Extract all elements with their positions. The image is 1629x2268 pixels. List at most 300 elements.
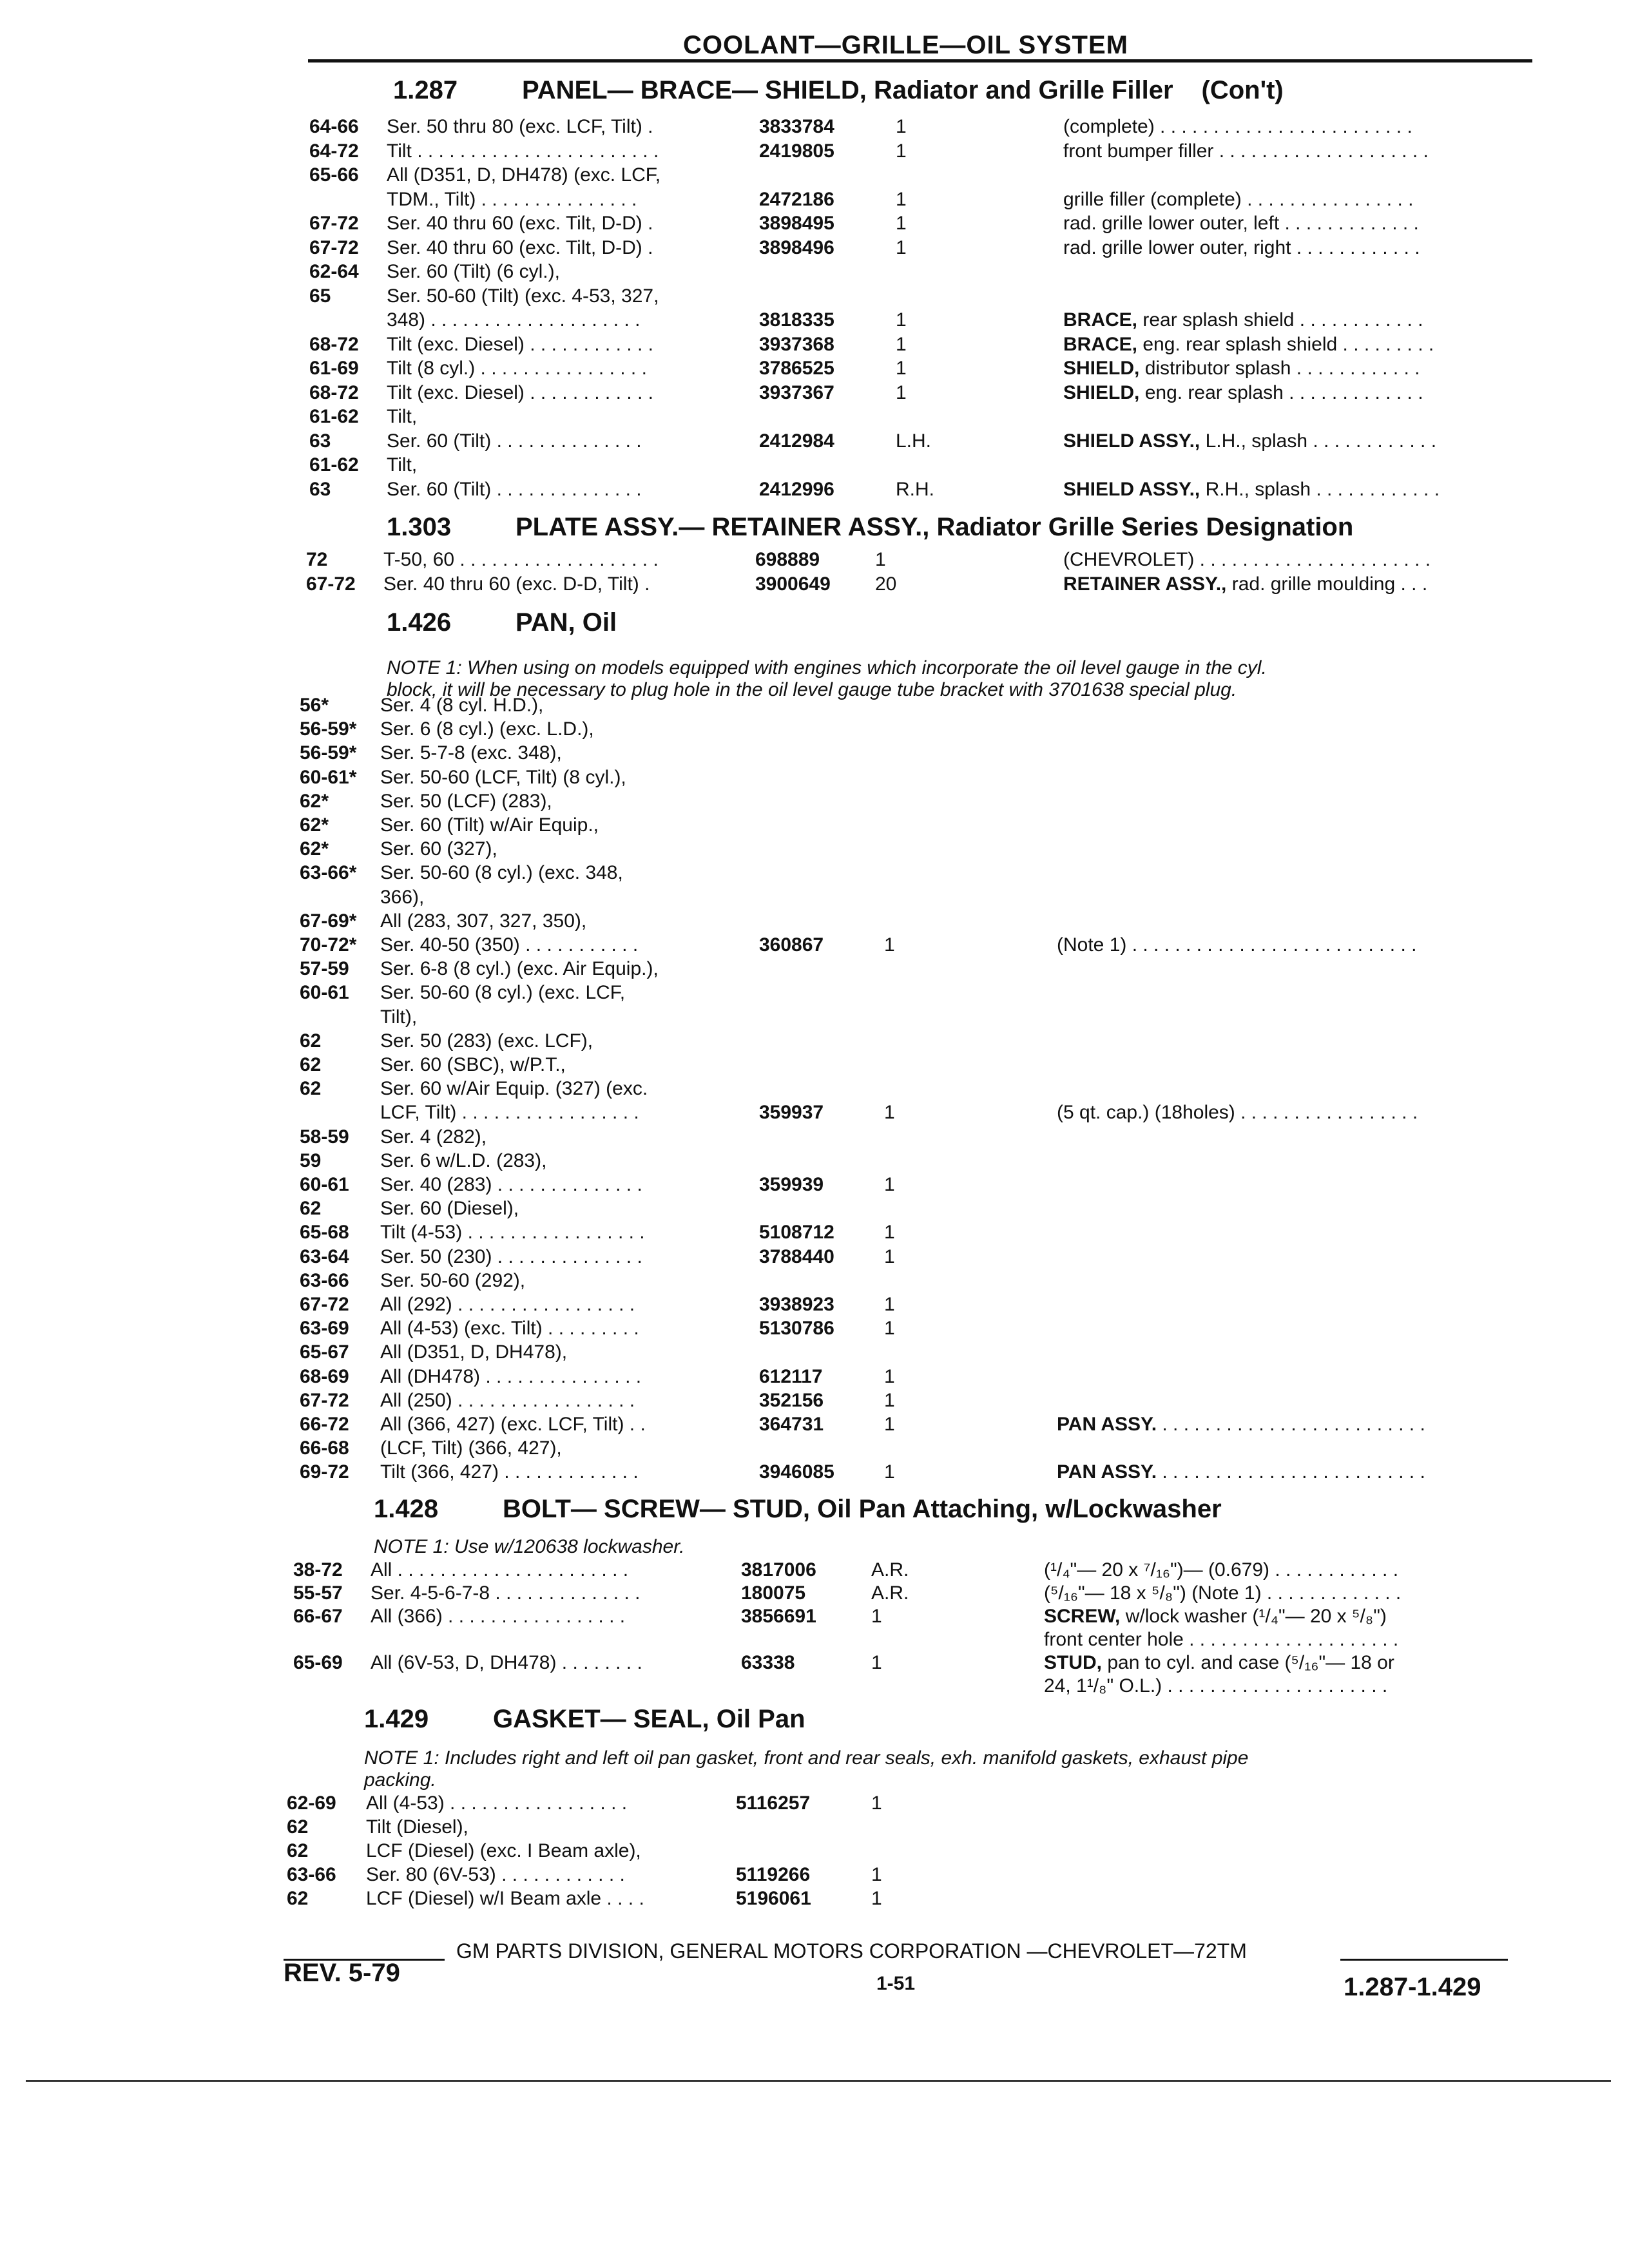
model-years: 67-72 xyxy=(309,236,359,258)
model-years: 67-72 xyxy=(306,573,356,595)
part-description: RETAINER ASSY., rad. grille moulding . . . xyxy=(1063,573,1428,595)
quantity: 1 xyxy=(884,1294,895,1315)
section-title: PLATE ASSY.— RETAINER ASSY., Radiator Grille Series Designation xyxy=(516,513,1354,541)
catalog-row xyxy=(0,285,1629,309)
section-number: 1.303 xyxy=(387,513,452,541)
model-years: 56-59* xyxy=(300,718,357,740)
part-description: (Note 1) . . . . . . . . . . . . . . . . . . . . . . . . . . . xyxy=(1057,934,1417,956)
model-years: 64-72 xyxy=(309,140,359,162)
model-years: 62 xyxy=(287,1816,309,1838)
model-application: Tilt (4-53) . . . . . . . . . . . . . . . . . xyxy=(380,1222,645,1244)
part-description: grille filler (complete) . . . . . . . . . . . . . . . . xyxy=(1063,188,1414,210)
model-application: Ser. 40 (283) . . . . . . . . . . . . . . xyxy=(380,1174,642,1195)
section-title-suffix: (Con't) xyxy=(1201,76,1284,104)
model-application: LCF (Diesel) (exc. I Beam axle), xyxy=(366,1840,641,1861)
model-application: Ser. 6 w/L.D. (283), xyxy=(380,1149,547,1171)
quantity: 1 xyxy=(896,358,907,379)
catalog-row xyxy=(0,814,1629,838)
model-application: Ser. 50 (283) (exc. LCF), xyxy=(380,1030,593,1052)
section-number: 1.429 xyxy=(364,1705,429,1733)
section-heading xyxy=(387,513,1353,542)
catalog-row xyxy=(0,1150,1629,1173)
quantity: 20 xyxy=(875,573,897,595)
model-years: 56* xyxy=(300,695,329,716)
catalog-row xyxy=(0,1222,1629,1245)
model-application: All (6V-53, D, DH478) . . . . . . . . xyxy=(371,1652,642,1673)
model-application: Tilt (exc. Diesel) . . . . . . . . . . . . xyxy=(387,381,653,403)
quantity: L.H. xyxy=(896,430,932,452)
catalog-row xyxy=(0,549,1629,572)
quantity: 1 xyxy=(896,213,907,234)
model-application: Ser. 4 (282), xyxy=(380,1126,487,1148)
quantity: 1 xyxy=(875,549,886,570)
part-number: 2472186 xyxy=(759,188,834,210)
model-years: 62-64 xyxy=(309,261,359,282)
model-years: 62 xyxy=(287,1888,309,1909)
catalog-row xyxy=(0,838,1629,861)
catalog-row xyxy=(0,1864,1629,1887)
part-number: 2419805 xyxy=(759,140,834,162)
section-note: NOTE 1: Includes right and left oil pan gasket, front and rear seals, exh. manifold gaskets, exhaust pipe packing. xyxy=(364,1747,1249,1791)
part-description: PAN ASSY. . . . . . . . . . . . . . . . . . . . . . . . . . xyxy=(1057,1461,1425,1483)
model-years: 72 xyxy=(306,549,328,570)
catalog-row xyxy=(0,1270,1629,1293)
quantity: 1 xyxy=(884,1318,895,1340)
model-years: 62* xyxy=(300,838,329,860)
model-application: Tilt (exc. Diesel) . . . . . . . . . . . . xyxy=(387,333,653,355)
model-application: T-50, 60 . . . . . . . . . . . . . . . . . . . xyxy=(383,549,659,570)
model-application: Ser. 60 w/Air Equip. (327) (exc. xyxy=(380,1078,648,1100)
quantity: 1 xyxy=(884,1389,895,1411)
part-description: (complete) . . . . . . . . . . . . . . . . . . . . . . . . xyxy=(1063,116,1412,137)
model-application: Ser. 50-60 (292), xyxy=(380,1269,526,1291)
model-application: Ser. 60 (Diesel), xyxy=(380,1198,519,1220)
part-description: SHIELD, eng. rear splash . . . . . . . . . . . . . xyxy=(1063,381,1423,403)
part-number: 3788440 xyxy=(759,1245,834,1267)
model-years: 62 xyxy=(300,1198,322,1220)
section-number: 1.287 xyxy=(393,76,458,104)
model-years: 62-69 xyxy=(287,1792,336,1814)
catalog-row xyxy=(0,1198,1629,1221)
model-years: 63-66* xyxy=(300,862,357,884)
model-application: All . . . . . . . . . . . . . . . . . . . . . . xyxy=(371,1559,629,1581)
part-description: (⁵/₁₆"— 18 x ⁵/₈") (Note 1) . . . . . . . . . . . . . xyxy=(1044,1582,1402,1604)
catalog-row xyxy=(0,140,1629,164)
model-years: 62* xyxy=(300,790,329,812)
catalog-row xyxy=(0,1006,1629,1030)
model-application: All (4-53) . . . . . . . . . . . . . . . . . xyxy=(366,1792,628,1814)
description-keyword: SHIELD ASSY., xyxy=(1063,478,1200,500)
part-number: 359937 xyxy=(759,1102,824,1124)
catalog-row xyxy=(0,454,1629,477)
catalog-row xyxy=(0,791,1629,814)
part-description: SHIELD ASSY., L.H., splash . . . . . . . . . . . . xyxy=(1063,430,1437,452)
part-description: 24, 1¹/₈" O.L.) . . . . . . . . . . . . . . . . . . . . . xyxy=(1044,1675,1388,1696)
part-number: 352156 xyxy=(759,1389,824,1411)
model-years: 57-59 xyxy=(300,958,349,980)
model-years: 61-69 xyxy=(309,358,359,379)
model-years: 55-57 xyxy=(293,1582,343,1604)
model-application: Tilt), xyxy=(380,1006,418,1028)
part-description: rad. grille lower outer, left . . . . . . . . . . . . . xyxy=(1063,213,1419,234)
part-description: (5 qt. cap.) (18holes) . . . . . . . . . . . . . . . . . xyxy=(1057,1102,1418,1124)
quantity: R.H. xyxy=(896,478,934,500)
revision-label: REV. 5-79 xyxy=(284,1959,400,1987)
model-years: 58-59 xyxy=(300,1126,349,1148)
part-number: 180075 xyxy=(741,1582,806,1604)
model-application: Tilt (366, 427) . . . . . . . . . . . . . xyxy=(380,1461,639,1483)
catalog-row xyxy=(0,189,1629,212)
model-years: 63 xyxy=(309,430,331,452)
catalog-row xyxy=(0,982,1629,1005)
part-description: (¹/₄"— 20 x ⁷/₁₆")— (0.679) . . . . . . . . . . . . xyxy=(1044,1559,1399,1581)
model-application: Ser. 6-8 (8 cyl.) (exc. Air Equip.), xyxy=(380,958,659,980)
model-application: Ser. 5-7-8 (exc. 348), xyxy=(380,742,562,764)
model-application: Tilt, xyxy=(387,454,418,476)
model-years: 68-69 xyxy=(300,1365,349,1387)
quantity: 1 xyxy=(896,333,907,355)
part-number: 5108712 xyxy=(759,1222,834,1244)
catalog-row xyxy=(0,1840,1629,1863)
model-application: Ser. 40 thru 60 (exc. Tilt, D-D) . xyxy=(387,213,653,234)
model-years: 63-66 xyxy=(287,1864,336,1885)
part-number: 3898496 xyxy=(759,236,834,258)
section-title: PANEL— BRACE— SHIELD, Radiator and Grille Filler xyxy=(522,76,1173,104)
quantity: 1 xyxy=(871,1652,882,1673)
part-number: 3898495 xyxy=(759,213,834,234)
model-application: All (366, 427) (exc. LCF, Tilt) . . xyxy=(380,1414,646,1435)
description-keyword: BRACE, xyxy=(1063,309,1138,331)
model-years: 66-72 xyxy=(300,1414,349,1435)
catalog-row xyxy=(0,358,1629,381)
model-years: 59 xyxy=(300,1149,322,1171)
model-application: All (366) . . . . . . . . . . . . . . . . . xyxy=(371,1606,626,1627)
model-application: All (D351, D, DH478) (exc. LCF, xyxy=(387,164,661,186)
catalog-row xyxy=(0,718,1629,742)
section-note: NOTE 1: When using on models equipped with engines which incorporate the oil level gauge in the cyl. block, it will be necessary to plug hole in the oil level gauge tube bracket with 3701638 special plug. xyxy=(387,657,1267,700)
part-number: 3786525 xyxy=(759,358,834,379)
description-keyword: SHIELD ASSY., xyxy=(1063,430,1200,452)
catalog-row xyxy=(0,1078,1629,1101)
part-number: 63338 xyxy=(741,1652,795,1673)
quantity: 1 xyxy=(871,1792,882,1814)
quantity: 1 xyxy=(884,934,895,956)
part-number: 2412984 xyxy=(759,430,834,452)
catalog-row xyxy=(0,1461,1629,1485)
model-years: 67-69* xyxy=(300,910,357,932)
model-years: 67-72 xyxy=(300,1389,349,1411)
model-application: Ser. 40 thru 60 (exc. D-D, Tilt) . xyxy=(383,573,650,595)
quantity: 1 xyxy=(896,188,907,210)
catalog-row xyxy=(0,1888,1629,1911)
quantity: 1 xyxy=(884,1365,895,1387)
part-number: 3946085 xyxy=(759,1461,834,1483)
model-application: Ser. 50 thru 80 (exc. LCF, Tilt) . xyxy=(387,116,653,137)
quantity: 1 xyxy=(896,236,907,258)
section-heading xyxy=(393,76,1284,105)
model-application: Ser. 50-60 (8 cyl.) (exc. 348, xyxy=(380,862,623,884)
model-application: Ser. 60 (Tilt) . . . . . . . . . . . . . . xyxy=(387,478,642,500)
catalog-row xyxy=(0,164,1629,187)
model-years: 63-64 xyxy=(300,1245,349,1267)
quantity: 1 xyxy=(884,1102,895,1124)
quantity: 1 xyxy=(896,116,907,137)
part-description: front center hole . . . . . . . . . . . . . . . . . . . . xyxy=(1044,1629,1399,1650)
model-application: Ser. 60 (Tilt) w/Air Equip., xyxy=(380,814,599,836)
model-years: 66-68 xyxy=(300,1437,349,1459)
catalog-row xyxy=(0,1366,1629,1389)
model-application: (LCF, Tilt) (366, 427), xyxy=(380,1437,562,1459)
catalog-row xyxy=(0,934,1629,957)
part-number: 5196061 xyxy=(736,1888,811,1909)
quantity: 1 xyxy=(871,1864,882,1885)
model-application: All (4-53) (exc. Tilt) . . . . . . . . . xyxy=(380,1318,639,1340)
part-number: 3938923 xyxy=(759,1294,834,1315)
model-application: Ser. 60 (Tilt) . . . . . . . . . . . . . . xyxy=(387,430,642,452)
part-number: 5119266 xyxy=(736,1864,811,1885)
catalog-row xyxy=(0,1652,1629,1675)
catalog-row xyxy=(0,573,1629,597)
section-heading xyxy=(387,608,617,637)
model-application: Tilt (Diesel), xyxy=(366,1816,468,1838)
model-years: 60-61 xyxy=(300,1174,349,1195)
model-application: Ser. 4 (8 cyl. H.D.), xyxy=(380,695,544,716)
footer-rule-right xyxy=(1340,1959,1508,1961)
part-description: BRACE, eng. rear splash shield . . . . . . . . . xyxy=(1063,333,1434,355)
section-heading xyxy=(364,1705,805,1734)
model-application: TDM., Tilt) . . . . . . . . . . . . . . . xyxy=(387,188,637,210)
part-number: 5130786 xyxy=(759,1318,834,1340)
model-application: 348) . . . . . . . . . . . . . . . . . . . . xyxy=(387,309,641,331)
header-rule xyxy=(308,59,1532,62)
model-years: 67-72 xyxy=(309,213,359,234)
model-years: 64-66 xyxy=(309,116,359,137)
bottom-edge-rule xyxy=(26,2080,1611,2082)
model-years: 62 xyxy=(300,1078,322,1100)
model-years: 63-66 xyxy=(300,1269,349,1291)
catalog-row xyxy=(0,862,1629,885)
quantity: A.R. xyxy=(871,1559,909,1581)
part-number: 3856691 xyxy=(741,1606,816,1627)
model-years: 68-72 xyxy=(309,381,359,403)
model-years: 70-72* xyxy=(300,934,357,956)
model-application: All (292) . . . . . . . . . . . . . . . . . xyxy=(380,1294,635,1315)
catalog-row xyxy=(0,1246,1629,1269)
model-years: 62 xyxy=(300,1030,322,1052)
catalog-row xyxy=(0,742,1629,765)
model-years: 65-69 xyxy=(293,1652,343,1673)
section-number: 1.428 xyxy=(374,1495,439,1523)
part-number: 364731 xyxy=(759,1414,824,1435)
model-application: Tilt, xyxy=(387,406,418,427)
catalog-row xyxy=(0,910,1629,934)
section-title: GASKET— SEAL, Oil Pan xyxy=(493,1705,805,1733)
section-title: PAN, Oil xyxy=(516,608,617,637)
model-years: 60-61 xyxy=(300,982,349,1004)
part-number: 3818335 xyxy=(759,309,834,331)
description-keyword: STUD, xyxy=(1044,1652,1102,1673)
model-years: 56-59* xyxy=(300,742,357,764)
part-description: (CHEVROLET) . . . . . . . . . . . . . . . . . . . . . . xyxy=(1063,549,1431,570)
description-keyword: SHIELD, xyxy=(1063,358,1140,379)
catalog-row xyxy=(0,406,1629,429)
part-number: 5116257 xyxy=(736,1792,811,1814)
part-number: 612117 xyxy=(759,1365,823,1387)
catalog-row xyxy=(0,1437,1629,1461)
catalog-row xyxy=(0,1341,1629,1365)
catalog-row xyxy=(0,1414,1629,1437)
model-years: 65 xyxy=(309,285,331,307)
model-application: Tilt . . . . . . . . . . . . . . . . . . . . . . . xyxy=(387,140,659,162)
catalog-row xyxy=(0,1318,1629,1341)
part-number: 3937368 xyxy=(759,333,834,355)
model-years: 65-67 xyxy=(300,1341,349,1363)
quantity: 1 xyxy=(884,1461,895,1483)
model-years: 68-72 xyxy=(309,333,359,355)
model-application: Ser. 50-60 (8 cyl.) (exc. LCF, xyxy=(380,982,626,1004)
quantity: 1 xyxy=(884,1174,895,1195)
part-number: 360867 xyxy=(759,934,824,956)
model-years: 66-67 xyxy=(293,1606,343,1627)
part-description: SHIELD ASSY., R.H., splash . . . . . . . . . . . . xyxy=(1063,478,1440,500)
quantity: A.R. xyxy=(871,1582,909,1604)
section-note: NOTE 1: Use w/120638 lockwasher. xyxy=(374,1536,685,1557)
quantity: 1 xyxy=(884,1414,895,1435)
catalog-row xyxy=(0,116,1629,139)
catalog-row xyxy=(0,479,1629,502)
model-years: 63-69 xyxy=(300,1318,349,1340)
quantity: 1 xyxy=(884,1222,895,1244)
catalog-row xyxy=(0,261,1629,284)
part-number: 3900649 xyxy=(755,573,831,595)
model-application: Ser. 60 (327), xyxy=(380,838,497,860)
model-application: Ser. 60 (Tilt) (6 cyl.), xyxy=(387,261,560,282)
catalog-row xyxy=(0,1675,1629,1698)
model-application: Ser. 40-50 (350) . . . . . . . . . . . xyxy=(380,934,639,956)
model-application: Ser. 6 (8 cyl.) (exc. L.D.), xyxy=(380,718,594,740)
section-title: BOLT— SCREW— STUD, Oil Pan Attaching, w/Lockwasher xyxy=(503,1495,1222,1523)
model-years: 65-66 xyxy=(309,164,359,186)
model-years: 60-61* xyxy=(300,766,357,788)
model-application: All (250) . . . . . . . . . . . . . . . . . xyxy=(380,1389,635,1411)
model-years: 61-62 xyxy=(309,454,359,476)
model-application: Ser. 50-60 (Tilt) (exc. 4-53, 327, xyxy=(387,285,659,307)
catalog-row xyxy=(0,1174,1629,1197)
part-number: 698889 xyxy=(755,549,820,570)
model-application: LCF (Diesel) w/I Beam axle . . . . xyxy=(366,1888,644,1909)
model-application: Ser. 40 thru 60 (exc. Tilt, D-D) . xyxy=(387,236,653,258)
model-years: 65-68 xyxy=(300,1222,349,1244)
catalog-row xyxy=(0,1606,1629,1629)
model-application: LCF, Tilt) . . . . . . . . . . . . . . . . . xyxy=(380,1102,639,1124)
description-keyword: PAN ASSY. xyxy=(1057,1461,1157,1483)
model-application: Ser. 4-5-6-7-8 . . . . . . . . . . . . . . xyxy=(371,1582,641,1604)
model-years: 69-72 xyxy=(300,1461,349,1483)
model-years: 61-62 xyxy=(309,406,359,427)
model-years: 38-72 xyxy=(293,1559,343,1581)
model-application: Ser. 50-60 (LCF, Tilt) (8 cyl.), xyxy=(380,766,626,788)
section-number: 1.426 xyxy=(387,608,452,637)
model-years: 63 xyxy=(309,478,331,500)
catalog-row xyxy=(0,309,1629,332)
part-number: 2412996 xyxy=(759,478,834,500)
description-keyword: SHIELD, xyxy=(1063,381,1140,403)
quantity: 1 xyxy=(896,309,907,331)
catalog-row xyxy=(0,1816,1629,1840)
part-description: BRACE, rear splash shield . . . . . . . . . . . . xyxy=(1063,309,1423,331)
catalog-row xyxy=(0,334,1629,357)
model-application: All (283, 307, 327, 350), xyxy=(380,910,587,932)
catalog-row xyxy=(0,213,1629,236)
model-application: Ser. 60 (SBC), w/P.T., xyxy=(380,1054,566,1075)
model-application: Tilt (8 cyl.) . . . . . . . . . . . . . . . . xyxy=(387,358,647,379)
catalog-row xyxy=(0,1102,1629,1125)
catalog-row xyxy=(0,1559,1629,1582)
quantity: 1 xyxy=(871,1606,882,1627)
catalog-row xyxy=(0,695,1629,718)
footer-division: GM PARTS DIVISION, GENERAL MOTORS CORPORATION —CHEVROLET—72TM xyxy=(456,1939,1247,1963)
model-application: Ser. 50 (LCF) (283), xyxy=(380,790,552,812)
part-description: rad. grille lower outer, right . . . . . . . . . . . . xyxy=(1063,236,1420,258)
description-keyword: RETAINER ASSY., xyxy=(1063,573,1227,595)
page-number: 1-51 xyxy=(876,1973,916,1994)
part-number: 359939 xyxy=(759,1174,824,1195)
catalog-row xyxy=(0,887,1629,910)
catalog-row xyxy=(0,1030,1629,1053)
description-keyword: SCREW, xyxy=(1044,1606,1121,1627)
description-keyword: BRACE, xyxy=(1063,333,1138,355)
part-number: 3833784 xyxy=(759,116,834,137)
model-application: 366), xyxy=(380,886,425,908)
part-description: front bumper filler . . . . . . . . . . . . . . . . . . . . xyxy=(1063,140,1429,162)
catalog-row xyxy=(0,1126,1629,1149)
page-header-title: COOLANT—GRILLE—OIL SYSTEM xyxy=(683,31,1128,59)
catalog-row xyxy=(0,1054,1629,1077)
model-years: 62* xyxy=(300,814,329,836)
quantity: 1 xyxy=(884,1245,895,1267)
part-number: 3937367 xyxy=(759,381,834,403)
catalog-row xyxy=(0,430,1629,454)
part-description: PAN ASSY. . . . . . . . . . . . . . . . . . . . . . . . . . xyxy=(1057,1414,1425,1435)
quantity: 1 xyxy=(896,140,907,162)
model-years: 62 xyxy=(300,1054,322,1075)
section-heading xyxy=(374,1495,1222,1524)
catalog-row xyxy=(0,237,1629,260)
quantity: 1 xyxy=(871,1888,882,1909)
catalog-row xyxy=(0,382,1629,405)
catalog-row xyxy=(0,1294,1629,1317)
part-description: SCREW, w/lock washer (¹/₄"— 20 x ⁵/₈") xyxy=(1044,1606,1387,1627)
part-number: 3817006 xyxy=(741,1559,816,1581)
part-description: SHIELD, distributor splash . . . . . . . . . . . . xyxy=(1063,358,1420,379)
part-description: STUD, pan to cyl. and case (⁵/₁₆"— 18 or xyxy=(1044,1652,1394,1673)
catalog-row xyxy=(0,1582,1629,1606)
description-keyword: PAN ASSY. xyxy=(1057,1414,1157,1435)
model-application: Ser. 80 (6V-53) . . . . . . . . . . . . xyxy=(366,1864,625,1885)
model-application: All (DH478) . . . . . . . . . . . . . . . xyxy=(380,1365,642,1387)
catalog-row xyxy=(0,1629,1629,1652)
catalog-row xyxy=(0,767,1629,790)
page-section-range: 1.287-1.429 xyxy=(1344,1973,1481,2001)
quantity: 1 xyxy=(896,381,907,403)
catalog-row xyxy=(0,1792,1629,1816)
catalog-row xyxy=(0,958,1629,981)
model-years: 62 xyxy=(287,1840,309,1861)
model-application: Ser. 50 (230) . . . . . . . . . . . . . . xyxy=(380,1245,642,1267)
model-application: All (D351, D, DH478), xyxy=(380,1341,568,1363)
catalog-row xyxy=(0,1390,1629,1413)
model-years: 67-72 xyxy=(300,1294,349,1315)
